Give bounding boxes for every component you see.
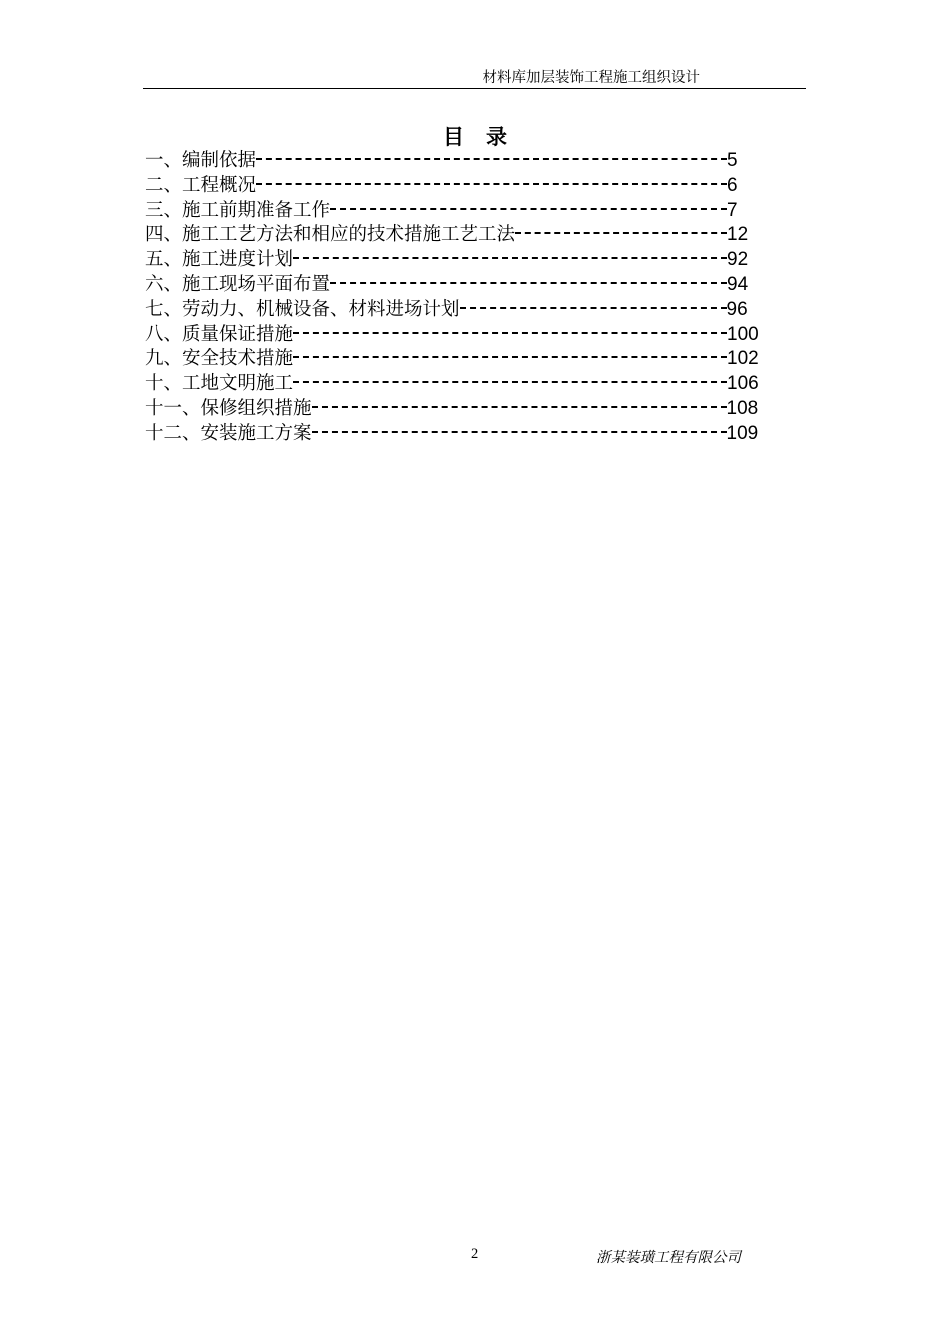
toc-leader xyxy=(312,406,727,408)
toc-entry-label: 二、工程概况 xyxy=(145,174,257,196)
toc-leader xyxy=(256,158,727,160)
toc-leader xyxy=(293,356,727,358)
toc-leader xyxy=(256,183,727,185)
toc-entry-label: 一、编制依据 xyxy=(145,150,257,171)
toc-entry-label: 十一、保修组织措施 xyxy=(145,397,312,419)
toc-heading: 目录 xyxy=(443,125,529,149)
toc-entry[interactable] xyxy=(145,422,765,447)
toc-leader xyxy=(330,282,727,284)
toc-entry-page: 106 xyxy=(727,373,759,395)
toc-leader xyxy=(330,208,727,210)
toc-entry-page: 92 xyxy=(727,249,749,271)
toc-entry-page: 7 xyxy=(727,199,738,221)
toc-entry-page: 6 xyxy=(727,174,738,196)
toc-entry-label: 十、工地文明施工 xyxy=(145,373,294,395)
toc-entry[interactable] xyxy=(145,298,765,323)
toc-leader xyxy=(515,232,727,234)
toc-entry-page: 100 xyxy=(727,323,759,345)
toc-entry-page: 109 xyxy=(726,422,759,444)
footer-company: 浙某装璜工程有限公司 xyxy=(596,1250,741,1266)
toc-entry[interactable] xyxy=(145,372,765,397)
toc-entry[interactable] xyxy=(145,149,765,174)
toc-entry-label: 十二、安装施工方案 xyxy=(145,422,312,444)
toc-list xyxy=(145,149,765,447)
toc-leader xyxy=(293,332,727,334)
header-title: 材料库加层装饰工程施工组织设计 xyxy=(482,70,700,86)
toc-entry-label: 七、劳动力、机械设备、材料进场计划 xyxy=(145,298,460,320)
toc-entry-page: 96 xyxy=(726,298,748,320)
toc-entry-page: 108 xyxy=(726,397,759,419)
toc-entry-label: 三、施工前期准备工作 xyxy=(145,199,331,221)
toc-entry-label: 五、施工进度计划 xyxy=(145,249,294,271)
toc-entry-page: 102 xyxy=(727,348,759,370)
toc-entry-page: 5 xyxy=(727,150,738,171)
page-header xyxy=(143,62,806,89)
toc-entry-label: 八、质量保证措施 xyxy=(145,323,294,345)
toc-entry[interactable] xyxy=(145,248,765,273)
toc-entry[interactable] xyxy=(145,347,765,372)
toc-entry[interactable] xyxy=(145,223,765,248)
toc-entry-label: 四、施工工艺方法和相应的技术措施工艺工法 xyxy=(145,224,516,246)
toc-entry-label: 六、施工现场平面布置 xyxy=(145,273,331,295)
toc-entry[interactable] xyxy=(145,273,765,298)
footer-page-number: 2 xyxy=(471,1246,479,1262)
toc-entry[interactable] xyxy=(145,323,765,348)
toc-entry-page: 12 xyxy=(727,224,749,246)
toc-entry[interactable] xyxy=(145,199,765,224)
toc-leader xyxy=(312,431,727,433)
toc-entry[interactable] xyxy=(145,174,765,199)
toc-leader xyxy=(293,381,727,383)
page-footer xyxy=(0,1246,950,1268)
toc-entry-page: 94 xyxy=(727,273,749,295)
toc-leader xyxy=(460,307,727,309)
toc-leader xyxy=(293,257,727,259)
toc-entry-label: 九、安全技术措施 xyxy=(145,348,294,370)
toc-entry[interactable] xyxy=(145,397,765,422)
